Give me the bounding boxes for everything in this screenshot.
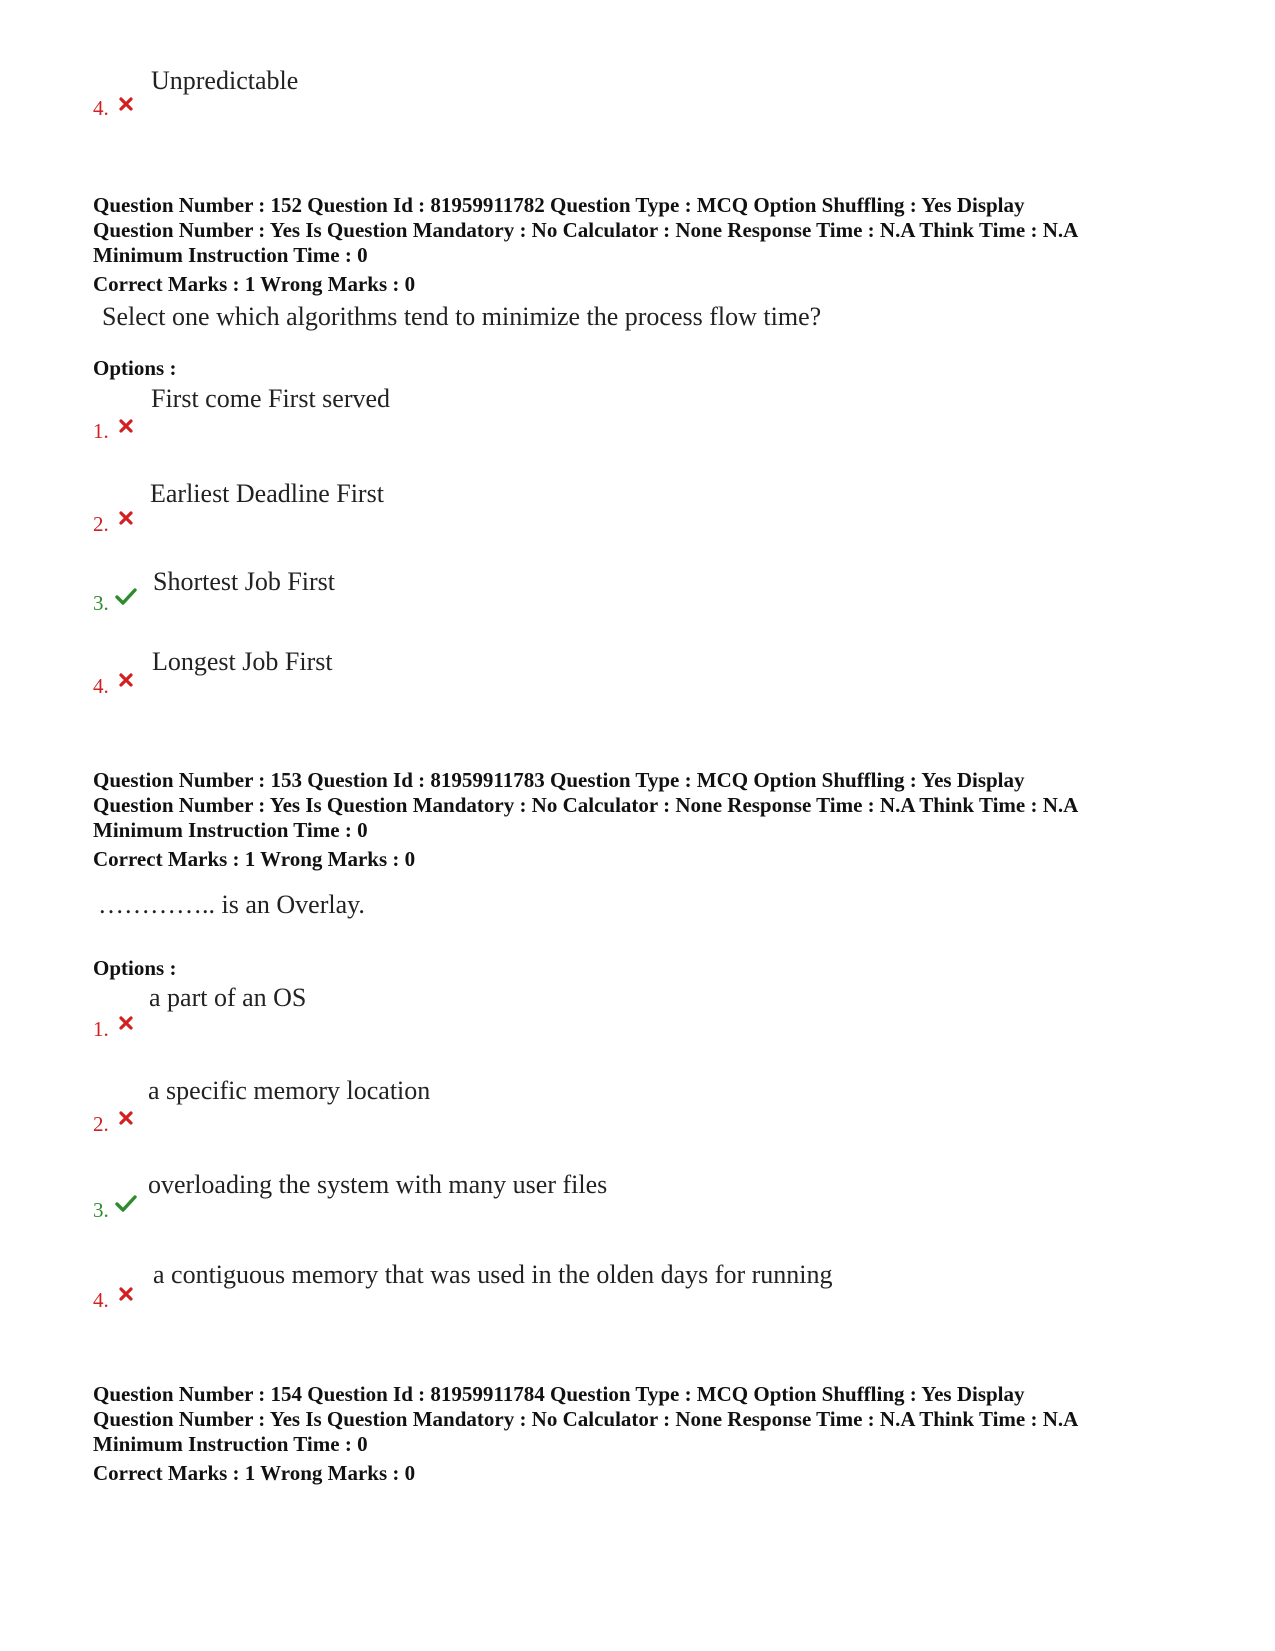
cross-icon (118, 510, 134, 526)
cross-icon (118, 418, 134, 434)
question-meta (93, 193, 1213, 268)
option-number: 1. (93, 1017, 109, 1041)
meta-line: Question Number : Yes Is Question Mandatory : No Calculator : None Response Time : N.A Think Time : N.A (93, 1407, 1079, 1431)
option-number: 4. (93, 674, 109, 698)
option-text: Earliest Deadline First (150, 479, 384, 508)
option-number: 3. (93, 591, 109, 615)
meta-line: Question Number : Yes Is Question Mandatory : No Calculator : None Response Time : N.A Think Time : N.A (93, 218, 1079, 242)
option-number: 4. (93, 1288, 109, 1312)
option-text: First come First served (151, 384, 391, 413)
option-text: Shortest Job First (153, 567, 336, 596)
question-text: Select one which algorithms tend to minimize the process flow time? (102, 302, 822, 331)
option-text: overloading the system with many user files (148, 1170, 608, 1199)
check-icon (115, 588, 137, 606)
cross-icon (118, 1015, 134, 1031)
cross-icon (118, 1286, 134, 1302)
options-label: Options : (93, 356, 177, 380)
meta-line: Minimum Instruction Time : 0 (93, 243, 368, 267)
option-text: a contiguous memory that was used in the olden days for running (153, 1260, 833, 1289)
meta-line: Question Number : 154 Question Id : 81959911784 Question Type : MCQ Option Shuffling : Yes Display (93, 1382, 1025, 1406)
question-meta (93, 768, 1213, 843)
meta-line: Question Number : 153 Question Id : 81959911783 Question Type : MCQ Option Shuffling : Yes Display (93, 768, 1025, 792)
marks-info: Correct Marks : 1 Wrong Marks : 0 (93, 847, 416, 871)
option-number: 3. (93, 1198, 109, 1222)
option-text: a specific memory location (148, 1076, 431, 1105)
marks-info: Correct Marks : 1 Wrong Marks : 0 (93, 1461, 416, 1485)
question-meta (93, 1382, 1213, 1457)
option-number: 4. (93, 96, 109, 120)
cross-icon (118, 96, 134, 112)
meta-line: Minimum Instruction Time : 0 (93, 818, 368, 842)
option-number: 2. (93, 1112, 109, 1136)
option-text: Unpredictable (151, 66, 299, 95)
meta-line: Minimum Instruction Time : 0 (93, 1432, 368, 1456)
options-label: Options : (93, 956, 177, 980)
meta-line: Question Number : 152 Question Id : 81959911782 Question Type : MCQ Option Shuffling : Yes Display (93, 193, 1025, 217)
option-number: 1. (93, 419, 109, 443)
check-icon (115, 1195, 137, 1213)
question-text: ………….. is an Overlay. (98, 890, 365, 919)
cross-icon (118, 672, 134, 688)
option-text: Longest Job First (152, 647, 333, 676)
option-text: a part of an OS (149, 983, 307, 1012)
cross-icon (118, 1110, 134, 1126)
meta-line: Question Number : Yes Is Question Mandatory : No Calculator : None Response Time : N.A Think Time : N.A (93, 793, 1079, 817)
option-number: 2. (93, 512, 109, 536)
marks-info: Correct Marks : 1 Wrong Marks : 0 (93, 272, 416, 296)
